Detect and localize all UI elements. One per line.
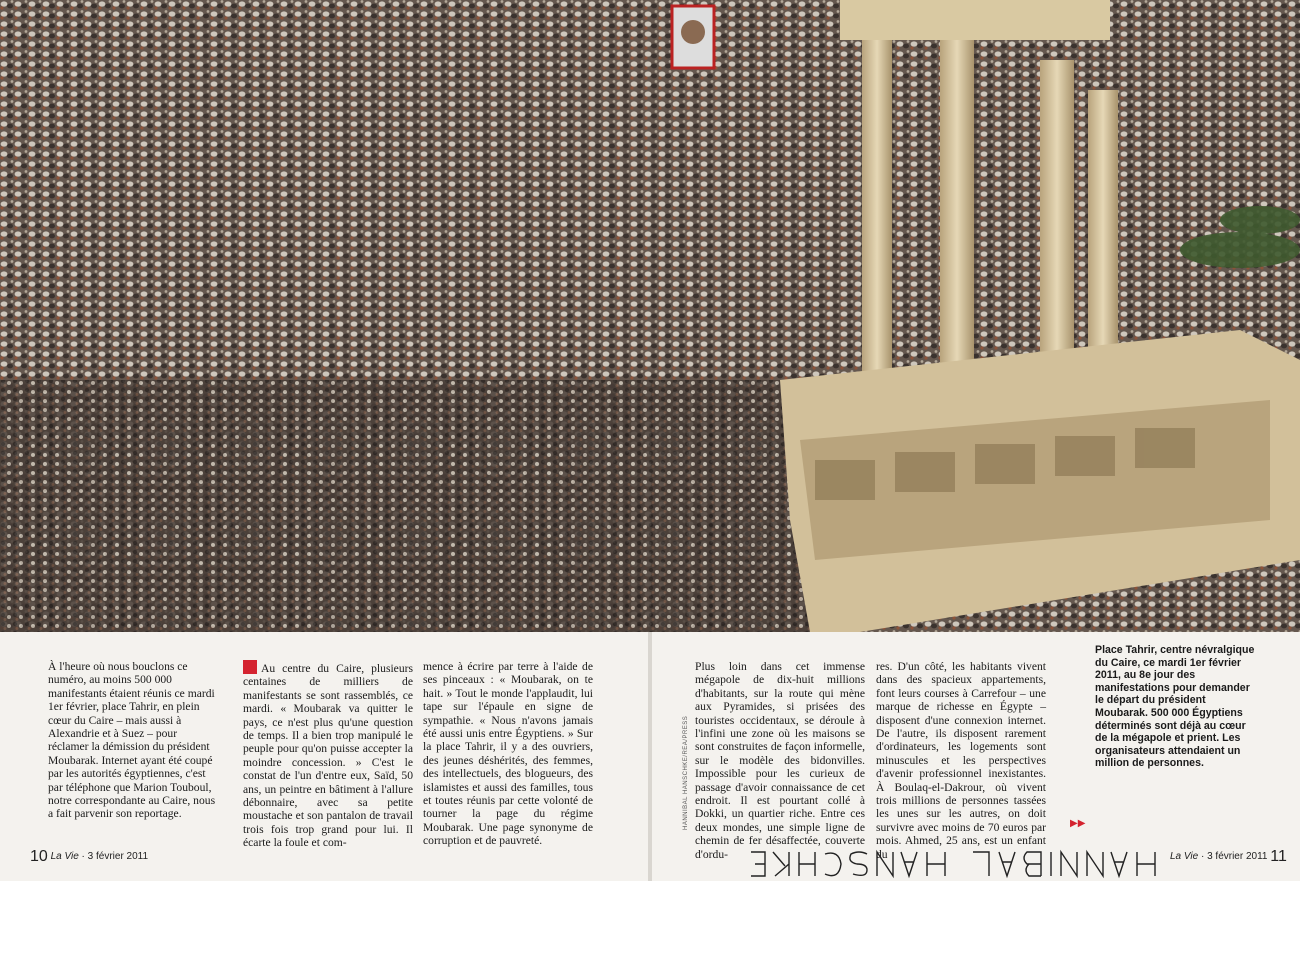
article-column-1 <box>243 660 413 850</box>
magazine-name-left: La Vie <box>50 851 79 862</box>
page-number-right: 11 <box>1270 848 1287 865</box>
issue-date-left: · 3 février 2011 <box>81 851 149 862</box>
intro-column <box>48 660 218 821</box>
handwritten-signature-icon <box>745 846 1165 882</box>
photo-caption: Place Tahrir, centre névralgique du Caire, ce mardi 1er février 2011, au 8e jour des manifestations pour demander le départ du président Moubarak. 500 000 Égyptiens déterminés sont déjà au cœur de la mégapole et prient. Les organisateurs attendaient un million de personnes. <box>1095 644 1255 770</box>
photo-credit: HANNIBAL HANSCHKE/REA/PRESS <box>683 715 689 830</box>
scan-margin <box>0 881 1300 971</box>
issue-date-right: · 3 février 2011 <box>1200 851 1268 862</box>
article-column-3 <box>695 660 865 861</box>
magazine-name-right: La Vie <box>1170 851 1199 862</box>
continue-arrows-icon: ▶▶ <box>1070 818 1086 829</box>
intro-text: À l'heure où nous bouclons ce numéro, au moins 500 000 manifestants étaient réunis ce mardi 1er février, place Tahrir, en plein cœur du Caire – mais aussi à Alexandrie et à Suez – pour réclamer la démission du président Moubarak. Internet ayant été coupé par les autorités égyptiennes, c'est par téléphone que Marion Touboul, notre correspondante au Caire, nous a fait parvenir son reportage. <box>48 660 216 821</box>
folio-left <box>30 848 148 866</box>
article-text-2: mence à écrire par terre à l'aide de ses pinceaux : « Moubarak, on te hait. » Tout le monde l'applaudit, lui tape sur l'épaule en signe de sympathie. « Nous n'avons jamais été aussi unis entre Égyptiens. » Sur la place Tahrir, il y a des ouvriers, des jeunes déshérités, des femmes, des intellectuels, des blogueurs, des islamistes et aussi des familles, tous et toutes réunis par cette volonté de tourner la page du régime Moubarak. Une page synonyme de corruption et de pauvreté. <box>423 660 593 848</box>
section-marker-icon <box>243 660 257 674</box>
article-text-4: res. D'un côté, les habitants vivent dans des spacieux appartements, font leurs courses à Carrefour – une marque de richesse en Égypte – disposent d'une connexion internet. De l'autre, ils disposent rarement d'ordinateurs, les logements sont minuscules et les perspectives d'avenir professionnel inexistantes. À Boulaq-el-Dakrour, où vivent trois millions de personnes tassées les unes sur les autres, on doit survivre avec moins de 70 euros par mois. Ahmed, 25 ans, est un enfant du <box>876 660 1046 861</box>
page-number-left: 10 <box>30 848 48 865</box>
article-text-3: Plus loin dans cet immense mégapole de dix-huit millions d'habitants, sur la route qui mène aux Pyramides, si prisées des touristes occidentaux, se déroule à l'infini une zone où les maisons se sont construites de façon informelle, sur le modèle des bidonvilles. Impossible pour les curieux de passage d'avoir connaissance de cet endroit. Il est pourtant collé à Dokki, un quartier riche. Entre ces deux mondes, une simple ligne de chemin de fer désaffectée, couverte d'ordu- <box>695 660 865 861</box>
article-text-1: Au centre du Caire, plusieurs centaines de milliers de manifestants se sont rassemblés, ce mardi. « Moubarak va quitter le pays, ce n'est plus qu'une question de temps. Il a bien trop manipulé le peuple pour qu'on puisse accepter la moindre concession. » C'est le constat de l'un d'entre eux, Saïd, 50 ans, un peintre en bâtiment à l'allure débonnaire, avec sa petite moustache et son pantalon de travail trois fois trop grand pour lui. Il écarte la foule et com- <box>243 662 413 850</box>
article-column-2 <box>423 660 593 848</box>
article-column-4 <box>876 660 1046 861</box>
folio-right <box>1170 848 1287 866</box>
